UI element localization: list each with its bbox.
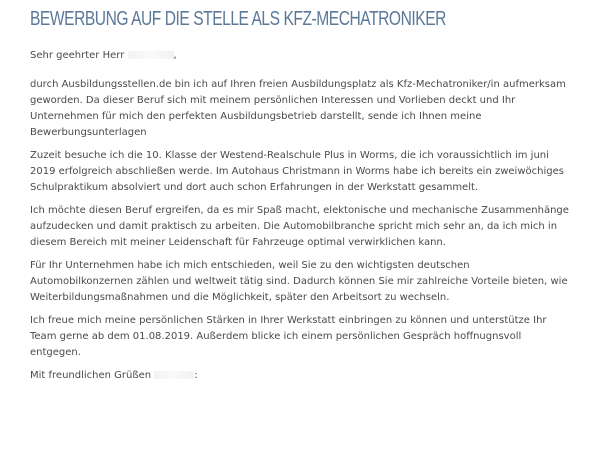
salutation-comma: , — [173, 50, 177, 61]
redacted-name — [128, 51, 174, 59]
salutation — [30, 48, 570, 64]
letter-paragraph: Zuzeit besuche ich die 10. Klasse der Westend-Realschule Plus in Worms, die ich voraussichtlich im juni 2019 erfolgreich abschließen werde. Im Autohaus Christmann in Worms habe ich bereits ein zweiwöchiges Schulpraktikum absolviert und dort auch schon Erfahrungen in der Werkstatt gesammelt. — [30, 150, 564, 193]
closing — [30, 368, 570, 384]
letter-body — [30, 48, 570, 384]
page-title: BEWERBUNG AUF DIE STELLE ALS KFZ-MECHATRONIKER — [30, 8, 446, 30]
letter-paragraph: durch Ausbildungsstellen.de bin ich auf Ihren freien Ausbildungsplatz als Kfz-Mechatroniker/in aufmerksam geworden. Da dieser Beruf sich mit meinem persönlichen Interessen und Vorlieben deckt und Ihr Unternehmen für mich den perfekten Ausbildungsbetrieb darstellt, sende ich Ihnen meine Bewerbungsunterlagen — [30, 79, 566, 138]
closing-text: Mit freundlichen Grüßen — [30, 370, 152, 381]
letter-paragraph: Für Ihr Unternehmen habe ich mich entschieden, weil Sie zu den wichtigsten deutschen Automobilkonzernen zählen und weltweit tätig sind. Dadurch können Sie mir zahlreiche Vorteile bieten, wie Weiterbildungsmaßnahmen und die Möglichkeit, später den Arbeitsort zu wechseln. — [30, 260, 568, 303]
application-letter — [30, 0, 570, 391]
letter-paragraph: Ich möchte diesen Beruf ergreifen, da es mir Spaß macht, elektonische und mechanische Zusammenhänge aufzudecken und damit praktisch zu arbeiten. Die Automobilbranche spricht mich sehr an, da ich mich in diesem Bereich mit meiner Leidenschaft für Fahrzeuge optimal verwirklichen kann. — [30, 205, 569, 248]
closing-colon: : — [194, 370, 198, 381]
redacted-signature — [154, 371, 194, 379]
salutation-text: Sehr geehrter Herr — [30, 50, 125, 61]
letter-paragraph: Ich freue mich meine persönlichen Stärken in Ihrer Werkstatt einbringen zu können und unterstütze Ihr Team gerne ab dem 01.08.2019. Außerdem blicke ich einem persönlichen Gespräch hoffnugnsvoll entgegen. — [30, 315, 547, 358]
